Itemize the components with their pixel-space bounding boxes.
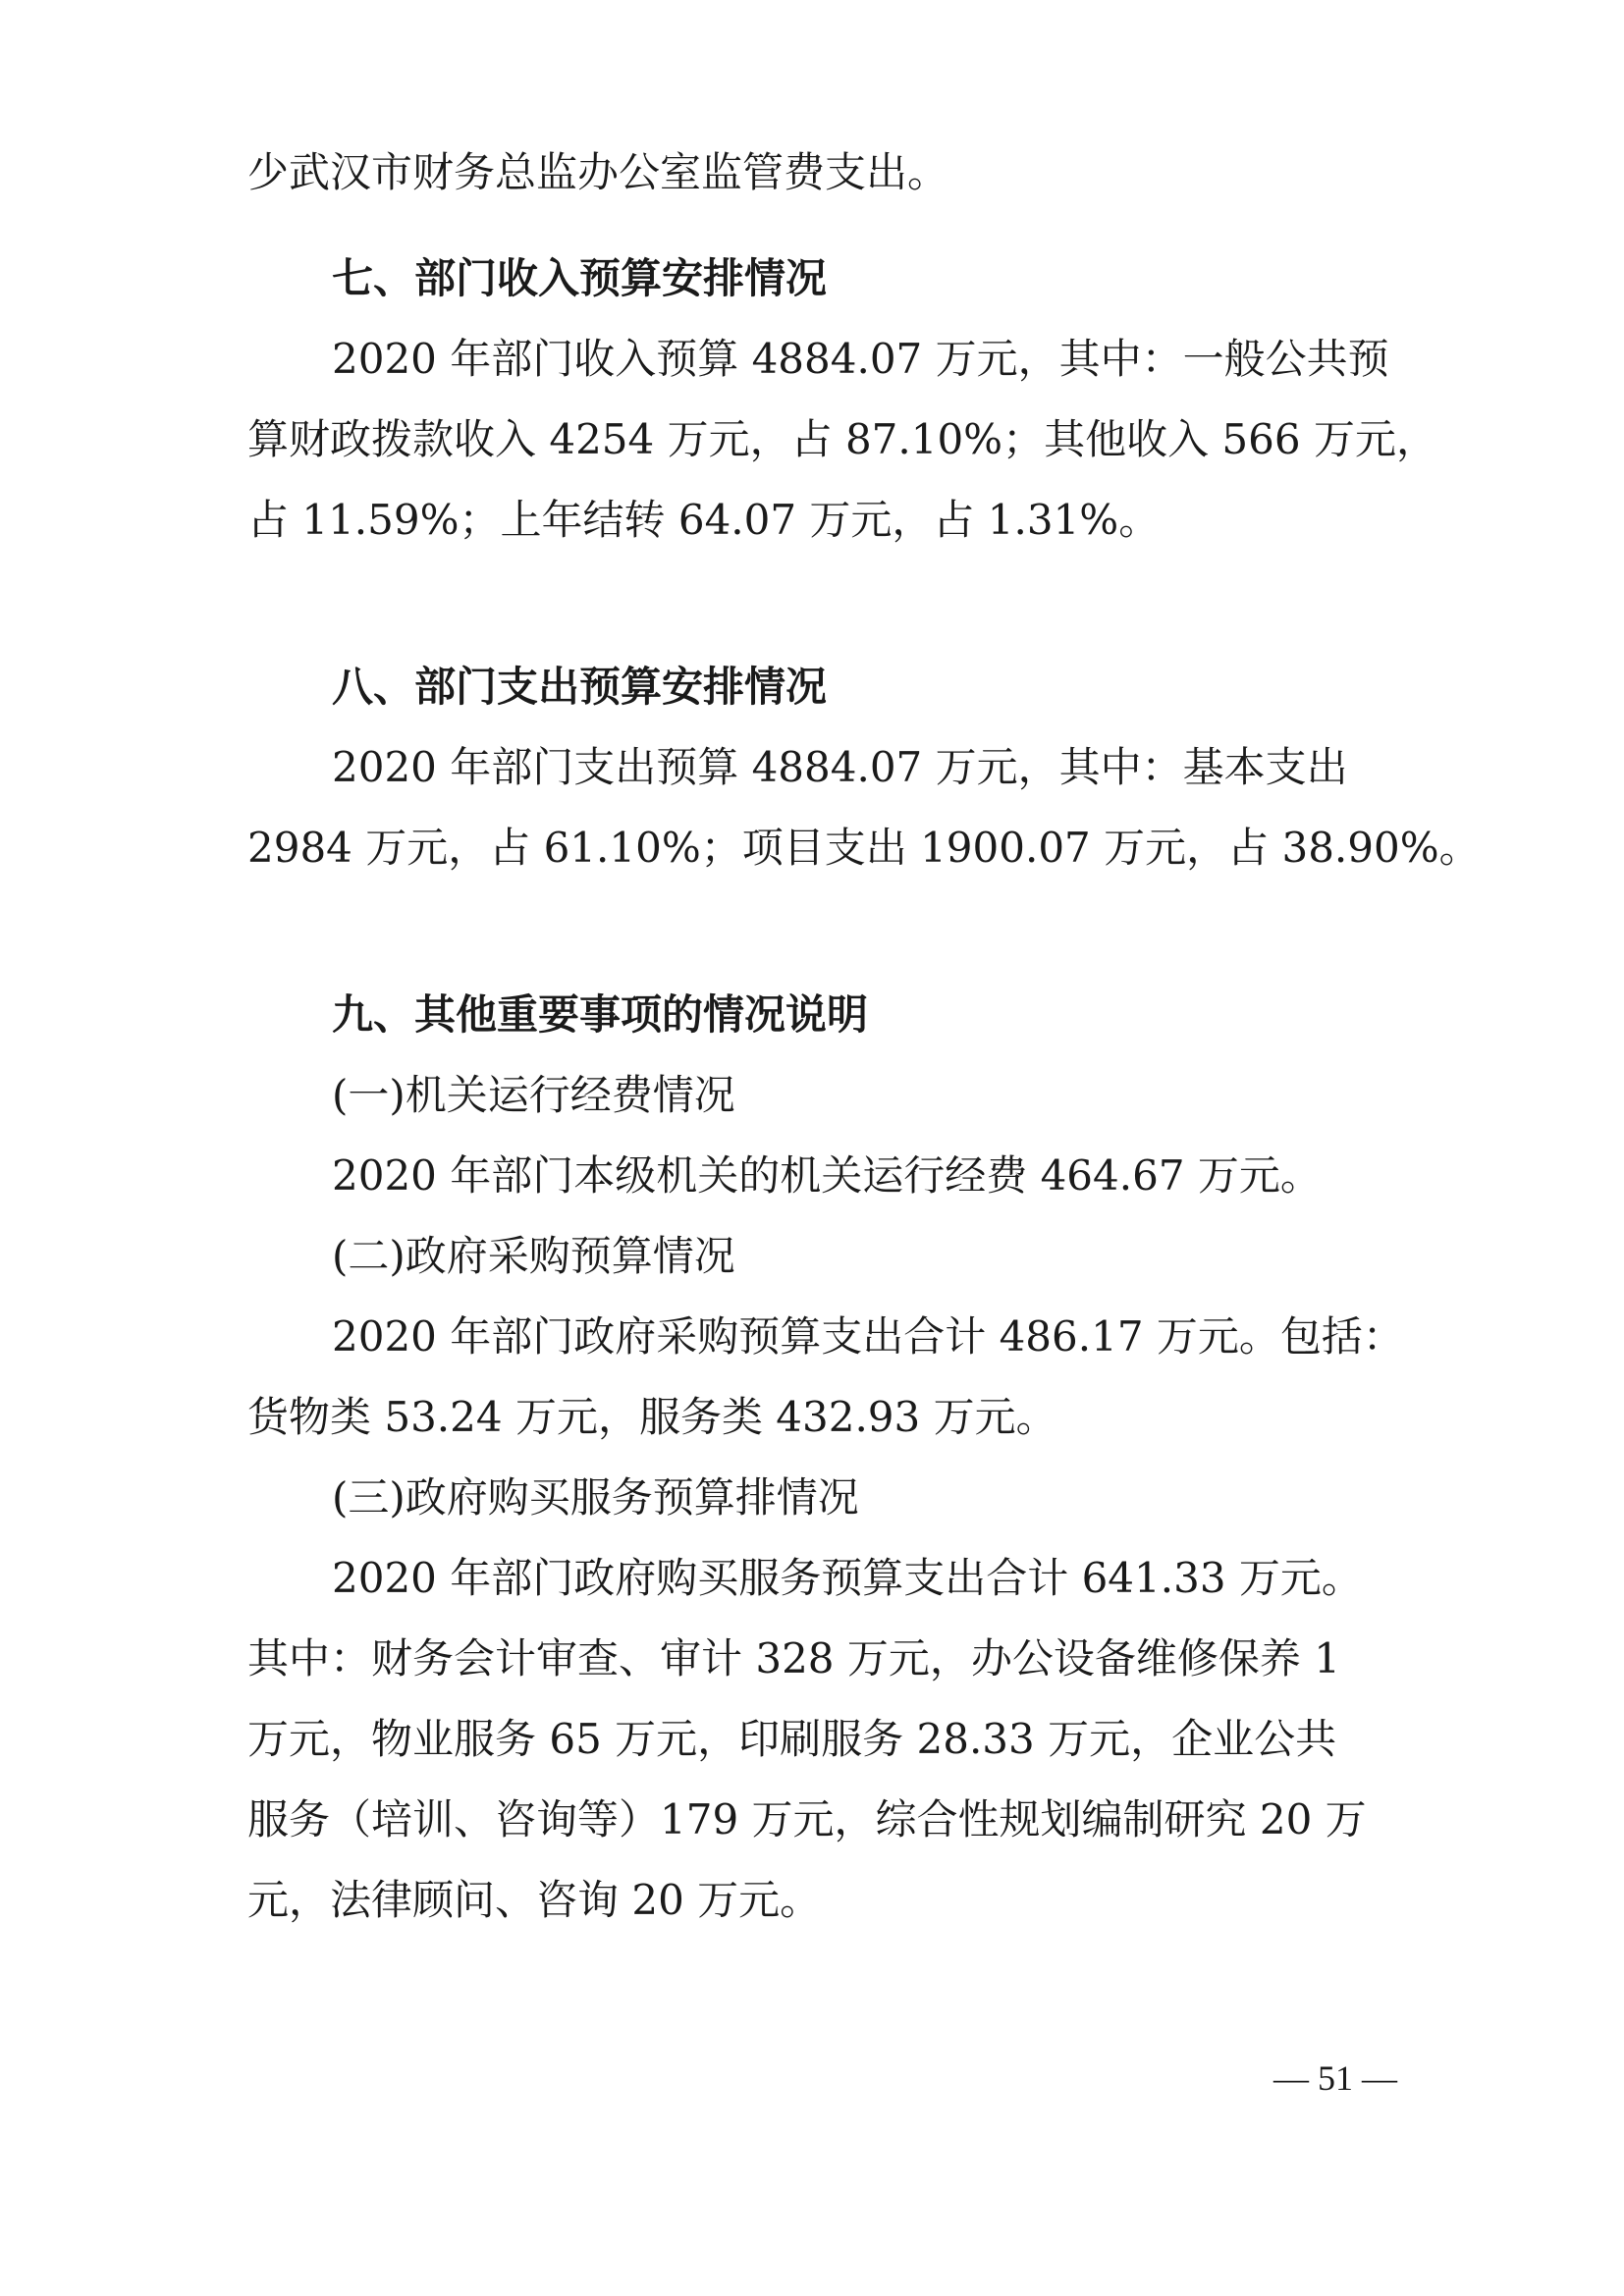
paragraph-line: 2984 万元，占 61.10%；项目支出 1900.07 万元，占 38.90%。 bbox=[247, 824, 1481, 872]
section-heading-8: 八、部门支出预算安排情况 bbox=[332, 663, 828, 711]
paragraph-line: 万元，物业服务 65 万元，印刷服务 28.33 万元，企业公共 bbox=[247, 1715, 1337, 1763]
subsection-heading-3: (三)政府购买服务预算排情况 bbox=[332, 1473, 859, 1522]
section-heading-9: 九、其他重要事项的情况说明 bbox=[332, 990, 869, 1039]
paragraph-line: 2020 年部门政府购买服务预算支出合计 641.33 万元。 bbox=[332, 1554, 1363, 1602]
paragraph-line: 货物类 53.24 万元，服务类 432.93 万元。 bbox=[247, 1393, 1057, 1441]
paragraph-line: 元，法律顾问、咨询 20 万元。 bbox=[247, 1876, 822, 1924]
subsection-heading-2: (二)政府采购预算情况 bbox=[332, 1232, 735, 1280]
section-heading-7: 七、部门收入预算安排情况 bbox=[332, 254, 828, 302]
subsection-heading-1: (一)机关运行经费情况 bbox=[332, 1071, 735, 1119]
paragraph-line: 算财政拨款收入 4254 万元，占 87.10%；其他收入 566 万元， bbox=[247, 415, 1437, 463]
paragraph-line: 占 11.59%；上年结转 64.07 万元，占 1.31%。 bbox=[247, 496, 1161, 544]
paragraph-line: 2020 年部门政府采购预算支出合计 486.17 万元。包括： bbox=[332, 1312, 1404, 1361]
paragraph-line: 2020 年部门本级机关的机关运行经费 464.67 万元。 bbox=[332, 1151, 1322, 1200]
page-number: — 51 — bbox=[1273, 2058, 1397, 2098]
paragraph-line: 2020 年部门收入预算 4884.07 万元，其中：一般公共预 bbox=[332, 335, 1389, 383]
paragraph-line: 2020 年部门支出预算 4884.07 万元，其中：基本支出 bbox=[332, 743, 1348, 791]
paragraph-line: 其中：财务会计审查、审计 328 万元，办公设备维修保养 1 bbox=[247, 1634, 1340, 1682]
carry-over-line: 少武汉市财务总监办公室监管费支出。 bbox=[247, 148, 949, 196]
paragraph-line: 服务（培训、咨询等）179 万元，综合性规划编制研究 20 万 bbox=[247, 1795, 1367, 1843]
